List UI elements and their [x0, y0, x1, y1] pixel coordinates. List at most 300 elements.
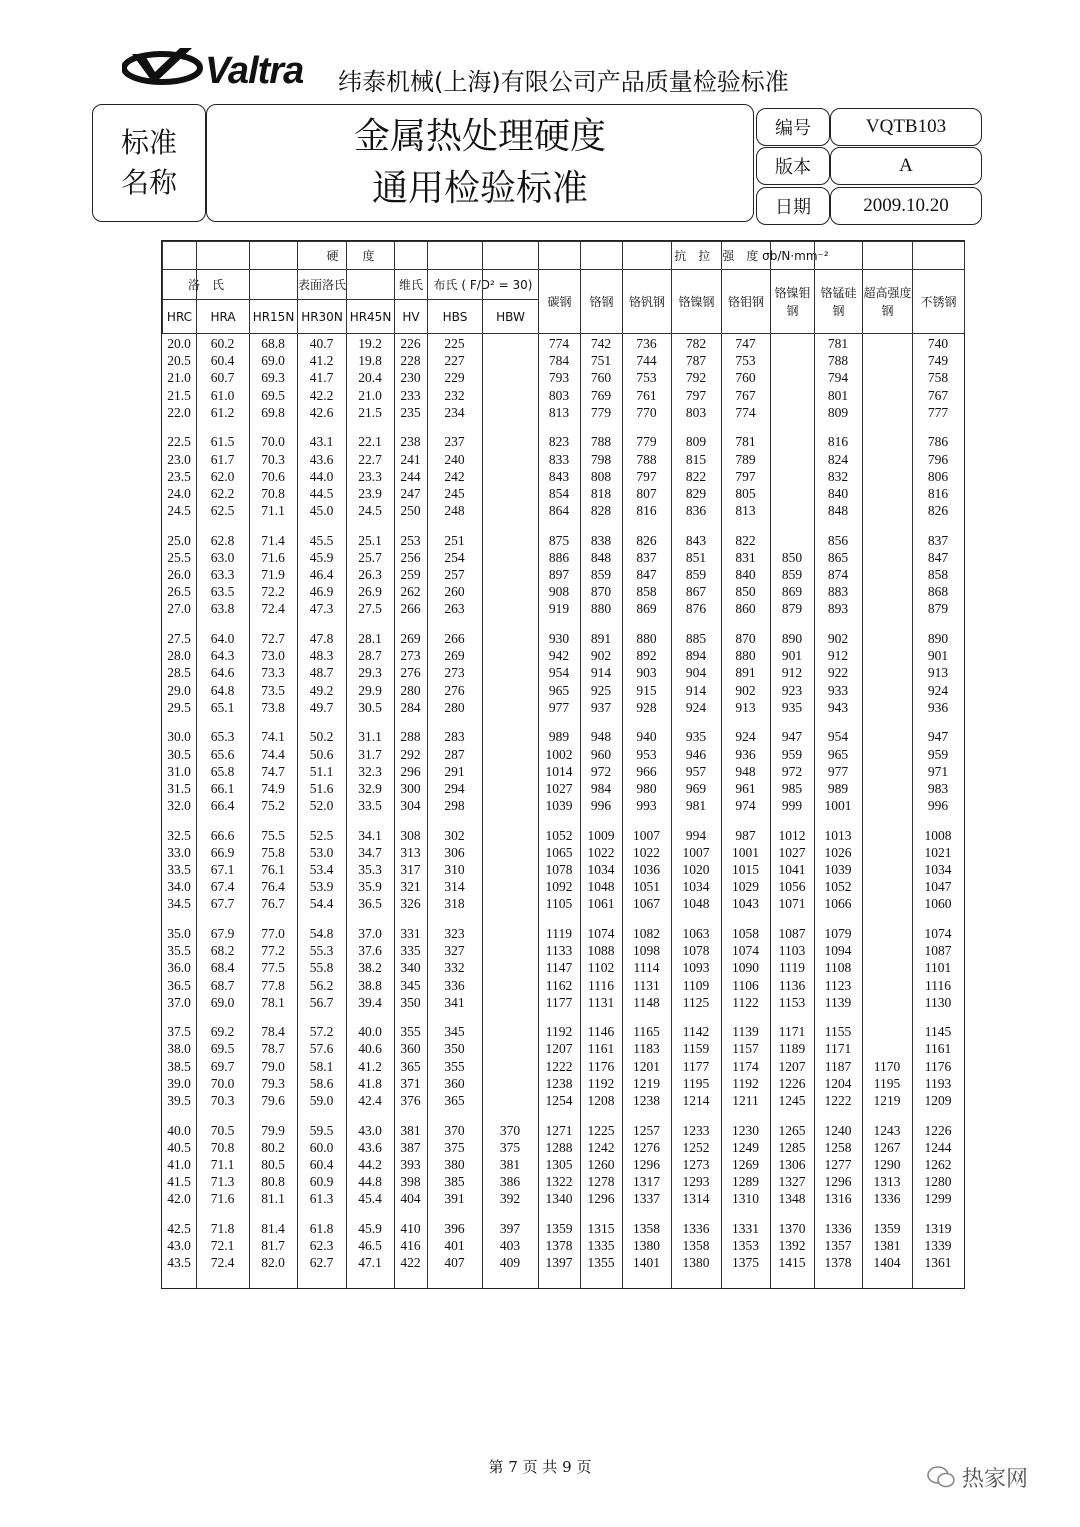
table-cell: 989 [548, 729, 570, 745]
table-cell: 68.7 [210, 977, 235, 993]
table-cell: 41.0 [167, 1157, 191, 1172]
table-cell: 355 [444, 1058, 465, 1074]
table-cell: 788 [827, 353, 849, 369]
table-cell: 1375 [732, 1255, 759, 1271]
table-cell: 51.6 [309, 780, 334, 796]
table-cell: 761 [636, 387, 657, 403]
table-cell: 60.0 [309, 1139, 334, 1155]
table-cell: 22.1 [358, 434, 382, 450]
table-cell: 53.9 [309, 879, 334, 895]
table-cell: 245 [444, 485, 465, 501]
table-cell: 32.5 [167, 827, 191, 843]
table-row [162, 959, 964, 976]
table-cell: 292 [400, 746, 421, 762]
table-cell: 1145 [924, 1024, 952, 1040]
brinell-group: 布氏 ( F/D² = 30) [428, 270, 539, 300]
table-row [162, 682, 964, 699]
hardness-strength-table [161, 240, 965, 1289]
wechat-icon [926, 1464, 956, 1490]
table-cell: 61.5 [210, 434, 235, 450]
table-cell: 1065 [545, 844, 573, 860]
table-cell: 1043 [732, 896, 759, 912]
table-cell: 753 [636, 370, 657, 386]
table-cell: 779 [590, 404, 612, 420]
table-cell [482, 1040, 538, 1057]
table-cell: 62.3 [309, 1238, 334, 1254]
table-cell [482, 451, 538, 468]
table-cell: 22.5 [167, 434, 191, 450]
col-header-strength-4: 铬钼钢 [722, 270, 771, 334]
table-cell: 1273 [682, 1157, 710, 1172]
table-cell: 238 [400, 434, 421, 450]
column-rule [297, 241, 298, 1288]
table-cell: 996 [927, 798, 949, 814]
column-rule [538, 241, 539, 1288]
table-cell: 65.3 [210, 729, 235, 745]
table-cell [862, 647, 912, 664]
table-cell: 41.2 [358, 1058, 382, 1074]
table-cell: 228 [400, 353, 421, 369]
table-cell: 940 [636, 729, 657, 745]
table-cell: 41.7 [309, 370, 334, 386]
table-cell: 972 [781, 763, 803, 779]
table-cell: 63.0 [210, 549, 235, 565]
table-cell: 943 [827, 699, 849, 715]
table-cell: 365 [400, 1058, 421, 1074]
table-cell: 225 [444, 336, 465, 351]
table-cell: 1001 [824, 798, 852, 814]
table-cell: 71.3 [210, 1174, 235, 1190]
table-cell: 1278 [587, 1174, 615, 1190]
table-cell: 1358 [682, 1238, 710, 1254]
table-cell: 71.8 [210, 1220, 235, 1236]
table-cell: 1090 [732, 960, 759, 976]
table-row [162, 451, 964, 468]
table-cell: 1022 [587, 844, 615, 860]
standard-title: 金属热处理硬度 通用检验标准 [206, 104, 754, 222]
table-cell: 1074 [924, 925, 952, 941]
table-cell: 22.0 [167, 404, 191, 420]
table-cell: 67.1 [210, 862, 235, 878]
table-cell [862, 433, 912, 450]
table-cell: 1214 [682, 1093, 710, 1109]
table-cell: 1208 [587, 1093, 615, 1109]
table-cell: 742 [590, 336, 612, 351]
table-cell: 24.5 [358, 503, 382, 519]
table-cell: 42.2 [309, 387, 334, 403]
table-cell: 774 [548, 336, 570, 351]
table-cell: 57.2 [309, 1024, 334, 1040]
col-header-hrc: HRC [163, 300, 197, 334]
table-cell: 28.5 [167, 665, 191, 681]
table-cell: 847 [636, 567, 657, 583]
table-cell: 69.0 [210, 994, 235, 1010]
table-cell: 753 [735, 353, 756, 369]
table-cell [482, 1058, 538, 1075]
meta-value-version: A [830, 147, 982, 185]
table-cell: 27.5 [358, 601, 382, 617]
table-cell: 959 [927, 746, 949, 762]
table-cell: 318 [444, 896, 465, 912]
table-cell: 828 [590, 503, 612, 519]
table-cell: 45.5 [309, 532, 334, 548]
table-cell: 263 [444, 601, 465, 617]
strength-header [538, 241, 965, 334]
table-row [162, 468, 964, 485]
table-cell [862, 861, 912, 878]
table-cell: 1348 [778, 1191, 806, 1207]
table-cell: 308 [400, 827, 421, 843]
table-cell: 72.4 [210, 1255, 235, 1271]
table-cell: 1056 [778, 879, 806, 895]
table-cell: 62.0 [210, 468, 235, 484]
table-row [162, 1254, 964, 1271]
table-cell: 1336 [873, 1191, 901, 1207]
table-cell: 859 [685, 567, 707, 583]
table-cell: 69.0 [261, 353, 285, 369]
table-cell: 65.8 [210, 763, 235, 779]
table-cell: 1093 [682, 960, 710, 976]
table-row [162, 763, 964, 780]
table-cell: 1008 [924, 827, 952, 843]
table-cell: 60.4 [309, 1157, 334, 1172]
table-cell: 1078 [682, 943, 710, 959]
surface-rockwell-group: 表面洛氏 [250, 270, 395, 300]
table-cell: 58.6 [309, 1075, 334, 1091]
table-cell: 71.6 [210, 1191, 235, 1207]
table-cell: 1335 [587, 1238, 615, 1254]
table-cell: 72.7 [261, 630, 285, 646]
table-cell: 1146 [587, 1024, 615, 1040]
table-cell: 1161 [924, 1041, 952, 1057]
table-cell: 77.5 [261, 960, 285, 976]
table-cell: 43.6 [309, 451, 334, 467]
table-row [162, 827, 964, 844]
table-cell: 60.4 [210, 353, 235, 369]
table-cell: 914 [685, 682, 707, 698]
table-cell: 751 [590, 353, 612, 369]
table-cell: 1048 [587, 879, 615, 895]
table-cell: 53.4 [309, 862, 334, 878]
table-cell: 883 [827, 584, 849, 600]
table-cell: 840 [827, 485, 849, 501]
table-cell: 1305 [545, 1157, 573, 1172]
table-row [162, 878, 964, 895]
table-cell [862, 485, 912, 502]
table-cell: 1027 [545, 780, 573, 796]
table-cell: 43.1 [309, 434, 334, 450]
table-cell: 62.2 [210, 485, 235, 501]
table-cell: 1176 [924, 1058, 952, 1074]
table-cell: 1139 [732, 1024, 759, 1040]
table-cell: 1088 [587, 943, 615, 959]
table-cell: 76.7 [261, 896, 285, 912]
row-group [162, 1023, 964, 1109]
table-cell: 816 [927, 485, 949, 501]
table-cell: 837 [927, 532, 949, 548]
table-cell: 912 [781, 665, 803, 681]
table-row [162, 1220, 964, 1237]
table-cell: 28.7 [358, 648, 382, 664]
table-cell: 37.6 [358, 943, 382, 959]
table-cell: 398 [400, 1174, 421, 1190]
table-cell: 49.2 [309, 682, 334, 698]
table-cell: 30.0 [167, 729, 191, 745]
table-row [162, 1173, 964, 1190]
table-cell: 1133 [545, 943, 573, 959]
table-row [162, 1075, 964, 1092]
table-cell: 29.9 [358, 682, 382, 698]
table-cell: 29.3 [358, 665, 382, 681]
table-cell: 46.9 [309, 584, 334, 600]
table-cell: 823 [548, 434, 570, 450]
table-cell: 70.8 [261, 485, 285, 501]
row-group [162, 728, 964, 814]
table-cell: 959 [781, 746, 803, 762]
table-cell: 1052 [824, 879, 852, 895]
table-cell: 70.5 [210, 1122, 235, 1138]
table-cell: 1288 [545, 1139, 573, 1155]
table-cell: 1192 [732, 1075, 759, 1091]
table-cell [862, 404, 912, 421]
table-cell: 822 [685, 468, 707, 484]
table-cell: 816 [636, 503, 657, 519]
table-cell: 41.5 [167, 1174, 191, 1190]
table-cell: 996 [590, 798, 612, 814]
table-cell: 919 [548, 601, 570, 617]
table-cell: 61.2 [210, 404, 235, 420]
table-cell: 744 [636, 353, 657, 369]
table-cell: 868 [927, 584, 949, 600]
table-cell [862, 895, 912, 912]
table-cell: 890 [927, 630, 949, 646]
meta-key-number: 编号 [756, 108, 830, 146]
table-row [162, 532, 964, 549]
table-cell: 269 [444, 648, 465, 664]
table-cell: 1257 [633, 1122, 660, 1138]
table-cell: 66.6 [210, 827, 235, 843]
table-cell: 397 [499, 1220, 521, 1236]
table-cell: 1359 [545, 1220, 573, 1236]
table-cell: 23.0 [167, 451, 191, 467]
table-cell: 70.0 [261, 434, 285, 450]
table-cell: 1007 [633, 827, 660, 843]
table-cell: 1119 [546, 925, 572, 941]
table-cell: 813 [548, 404, 570, 420]
table-cell: 848 [590, 549, 612, 565]
table-cell: 24.5 [167, 503, 191, 519]
table-cell: 81.7 [261, 1238, 285, 1254]
table-cell: 26.9 [358, 584, 382, 600]
table-cell: 953 [636, 746, 657, 762]
table-cell: 794 [827, 370, 849, 386]
table-cell: 859 [590, 567, 612, 583]
table-cell: 1060 [924, 896, 952, 912]
table-cell: 291 [444, 763, 465, 779]
table-cell: 809 [685, 434, 707, 450]
table-cell: 965 [548, 682, 570, 698]
table-cell: 847 [927, 549, 949, 565]
table-cell: 1233 [682, 1122, 710, 1138]
table-cell: 234 [444, 404, 465, 420]
table-cell: 45.4 [358, 1191, 382, 1207]
table-cell: 860 [735, 601, 756, 617]
table-cell: 36.0 [167, 960, 191, 976]
table-cell: 404 [400, 1191, 421, 1207]
table-cell: 355 [400, 1024, 421, 1040]
table-cell: 869 [636, 601, 657, 617]
table-cell: 335 [400, 943, 421, 959]
table-cell: 38.8 [358, 977, 382, 993]
table-cell [482, 728, 538, 745]
table-cell: 25.1 [358, 532, 382, 548]
table-cell: 32.9 [358, 780, 382, 796]
table-cell: 749 [927, 353, 949, 369]
hardness-title: 硬 度 [163, 242, 539, 270]
column-rule [721, 241, 722, 1288]
table-cell: 1296 [633, 1157, 660, 1172]
table-cell: 1125 [682, 994, 710, 1010]
table-cell: 47.1 [358, 1255, 382, 1271]
table-cell: 298 [444, 798, 465, 814]
table-cell: 924 [735, 729, 756, 745]
table-cell [482, 1023, 538, 1040]
table-cell: 38.2 [358, 960, 382, 976]
table-row [162, 780, 964, 797]
table-cell: 740 [927, 336, 949, 351]
table-cell: 1131 [587, 994, 615, 1010]
table-cell: 1177 [545, 994, 573, 1010]
table-cell: 54.8 [309, 925, 334, 941]
table-cell: 66.4 [210, 798, 235, 814]
table-cell: 381 [400, 1122, 421, 1138]
table-cell: 294 [444, 780, 465, 796]
table-cell: 61.0 [210, 387, 235, 403]
table-cell: 22.7 [358, 451, 382, 467]
table-cell: 1225 [587, 1122, 615, 1138]
table-cell: 781 [735, 434, 756, 450]
table-cell [862, 780, 912, 797]
table-cell: 50.2 [309, 729, 334, 745]
table-cell: 1280 [924, 1174, 952, 1190]
table-cell: 980 [636, 780, 657, 796]
table-cell: 1378 [545, 1238, 573, 1254]
col-header-hra: HRA [197, 300, 250, 334]
table-cell [482, 797, 538, 814]
table-row [162, 404, 964, 421]
table-cell: 68.4 [210, 960, 235, 976]
col-header-strength-8: 不锈钢 [913, 270, 965, 334]
table-cell: 1001 [732, 844, 759, 860]
table-cell [770, 532, 814, 549]
column-rule [770, 241, 771, 1288]
table-cell: 237 [444, 434, 465, 450]
table-cell: 736 [636, 336, 657, 351]
table-cell: 787 [685, 353, 707, 369]
table-cell: 793 [548, 370, 570, 386]
table-cell: 235 [400, 404, 421, 420]
table-cell [862, 664, 912, 681]
table-cell: 28.0 [167, 648, 191, 664]
table-cell: 1226 [778, 1075, 806, 1091]
table-cell: 64.6 [210, 665, 235, 681]
table-cell: 65.1 [210, 699, 235, 715]
table-cell: 848 [827, 503, 849, 519]
table-cell [862, 600, 912, 617]
column-rule [814, 241, 815, 1288]
table-cell: 966 [636, 763, 657, 779]
table-cell: 45.9 [358, 1220, 382, 1236]
table-cell: 276 [444, 682, 465, 698]
standard-name-label: 标准 名称 [92, 104, 206, 222]
table-cell: 786 [927, 434, 949, 450]
column-rule [196, 241, 197, 1288]
table-cell: 1058 [732, 925, 759, 941]
table-cell: 32.0 [167, 798, 191, 814]
table-cell: 984 [590, 780, 612, 796]
table-cell: 67.4 [210, 879, 235, 895]
table-cell: 890 [781, 630, 803, 646]
table-cell: 280 [400, 682, 421, 698]
table-cell: 1034 [924, 862, 952, 878]
table-cell: 902 [827, 630, 849, 646]
table-cell: 80.5 [261, 1157, 285, 1172]
table-cell: 242 [444, 468, 465, 484]
table-cell: 1319 [924, 1220, 952, 1236]
table-cell: 72.4 [261, 601, 285, 617]
table-cell: 68.2 [210, 943, 235, 959]
table-cell [862, 335, 912, 352]
table-cell: 1082 [633, 925, 660, 941]
table-cell: 42.5 [167, 1220, 191, 1236]
meta-value-number: VQTB103 [830, 108, 982, 146]
table-cell [482, 994, 538, 1011]
table-cell: 71.1 [261, 503, 285, 519]
table-cell: 1340 [545, 1191, 573, 1207]
table-cell [862, 387, 912, 404]
table-cell: 856 [827, 532, 849, 548]
table-cell [862, 468, 912, 485]
table-cell: 23.9 [358, 485, 382, 501]
table-cell: 345 [444, 1024, 465, 1040]
table-cell: 75.5 [261, 827, 285, 843]
table-cell: 1397 [545, 1255, 573, 1271]
row-group [162, 433, 964, 519]
table-cell: 62.5 [210, 503, 235, 519]
table-cell: 1310 [732, 1191, 759, 1207]
table-cell: 56.7 [309, 994, 334, 1010]
table-cell: 870 [735, 630, 756, 646]
table-cell: 1361 [924, 1255, 952, 1271]
table-cell: 20.5 [167, 353, 191, 369]
table-cell: 24.0 [167, 485, 191, 501]
table-cell: 20.4 [358, 370, 382, 386]
table-row [162, 647, 964, 664]
table-cell: 37.0 [358, 925, 382, 941]
table-cell: 936 [927, 699, 949, 715]
col-header-hv: HV [395, 300, 428, 334]
table-cell: 1296 [824, 1174, 852, 1190]
table-cell: 1136 [778, 977, 806, 993]
col-header-strength-2: 铬钒钢 [623, 270, 672, 334]
table-cell: 1041 [778, 862, 806, 878]
col-header-strength-1: 铬钢 [581, 270, 623, 334]
table-cell: 336 [444, 977, 465, 993]
table-cell: 891 [590, 630, 612, 646]
table-cell: 70.6 [261, 468, 285, 484]
table-cell: 826 [636, 532, 657, 548]
table-cell: 1177 [682, 1058, 710, 1074]
